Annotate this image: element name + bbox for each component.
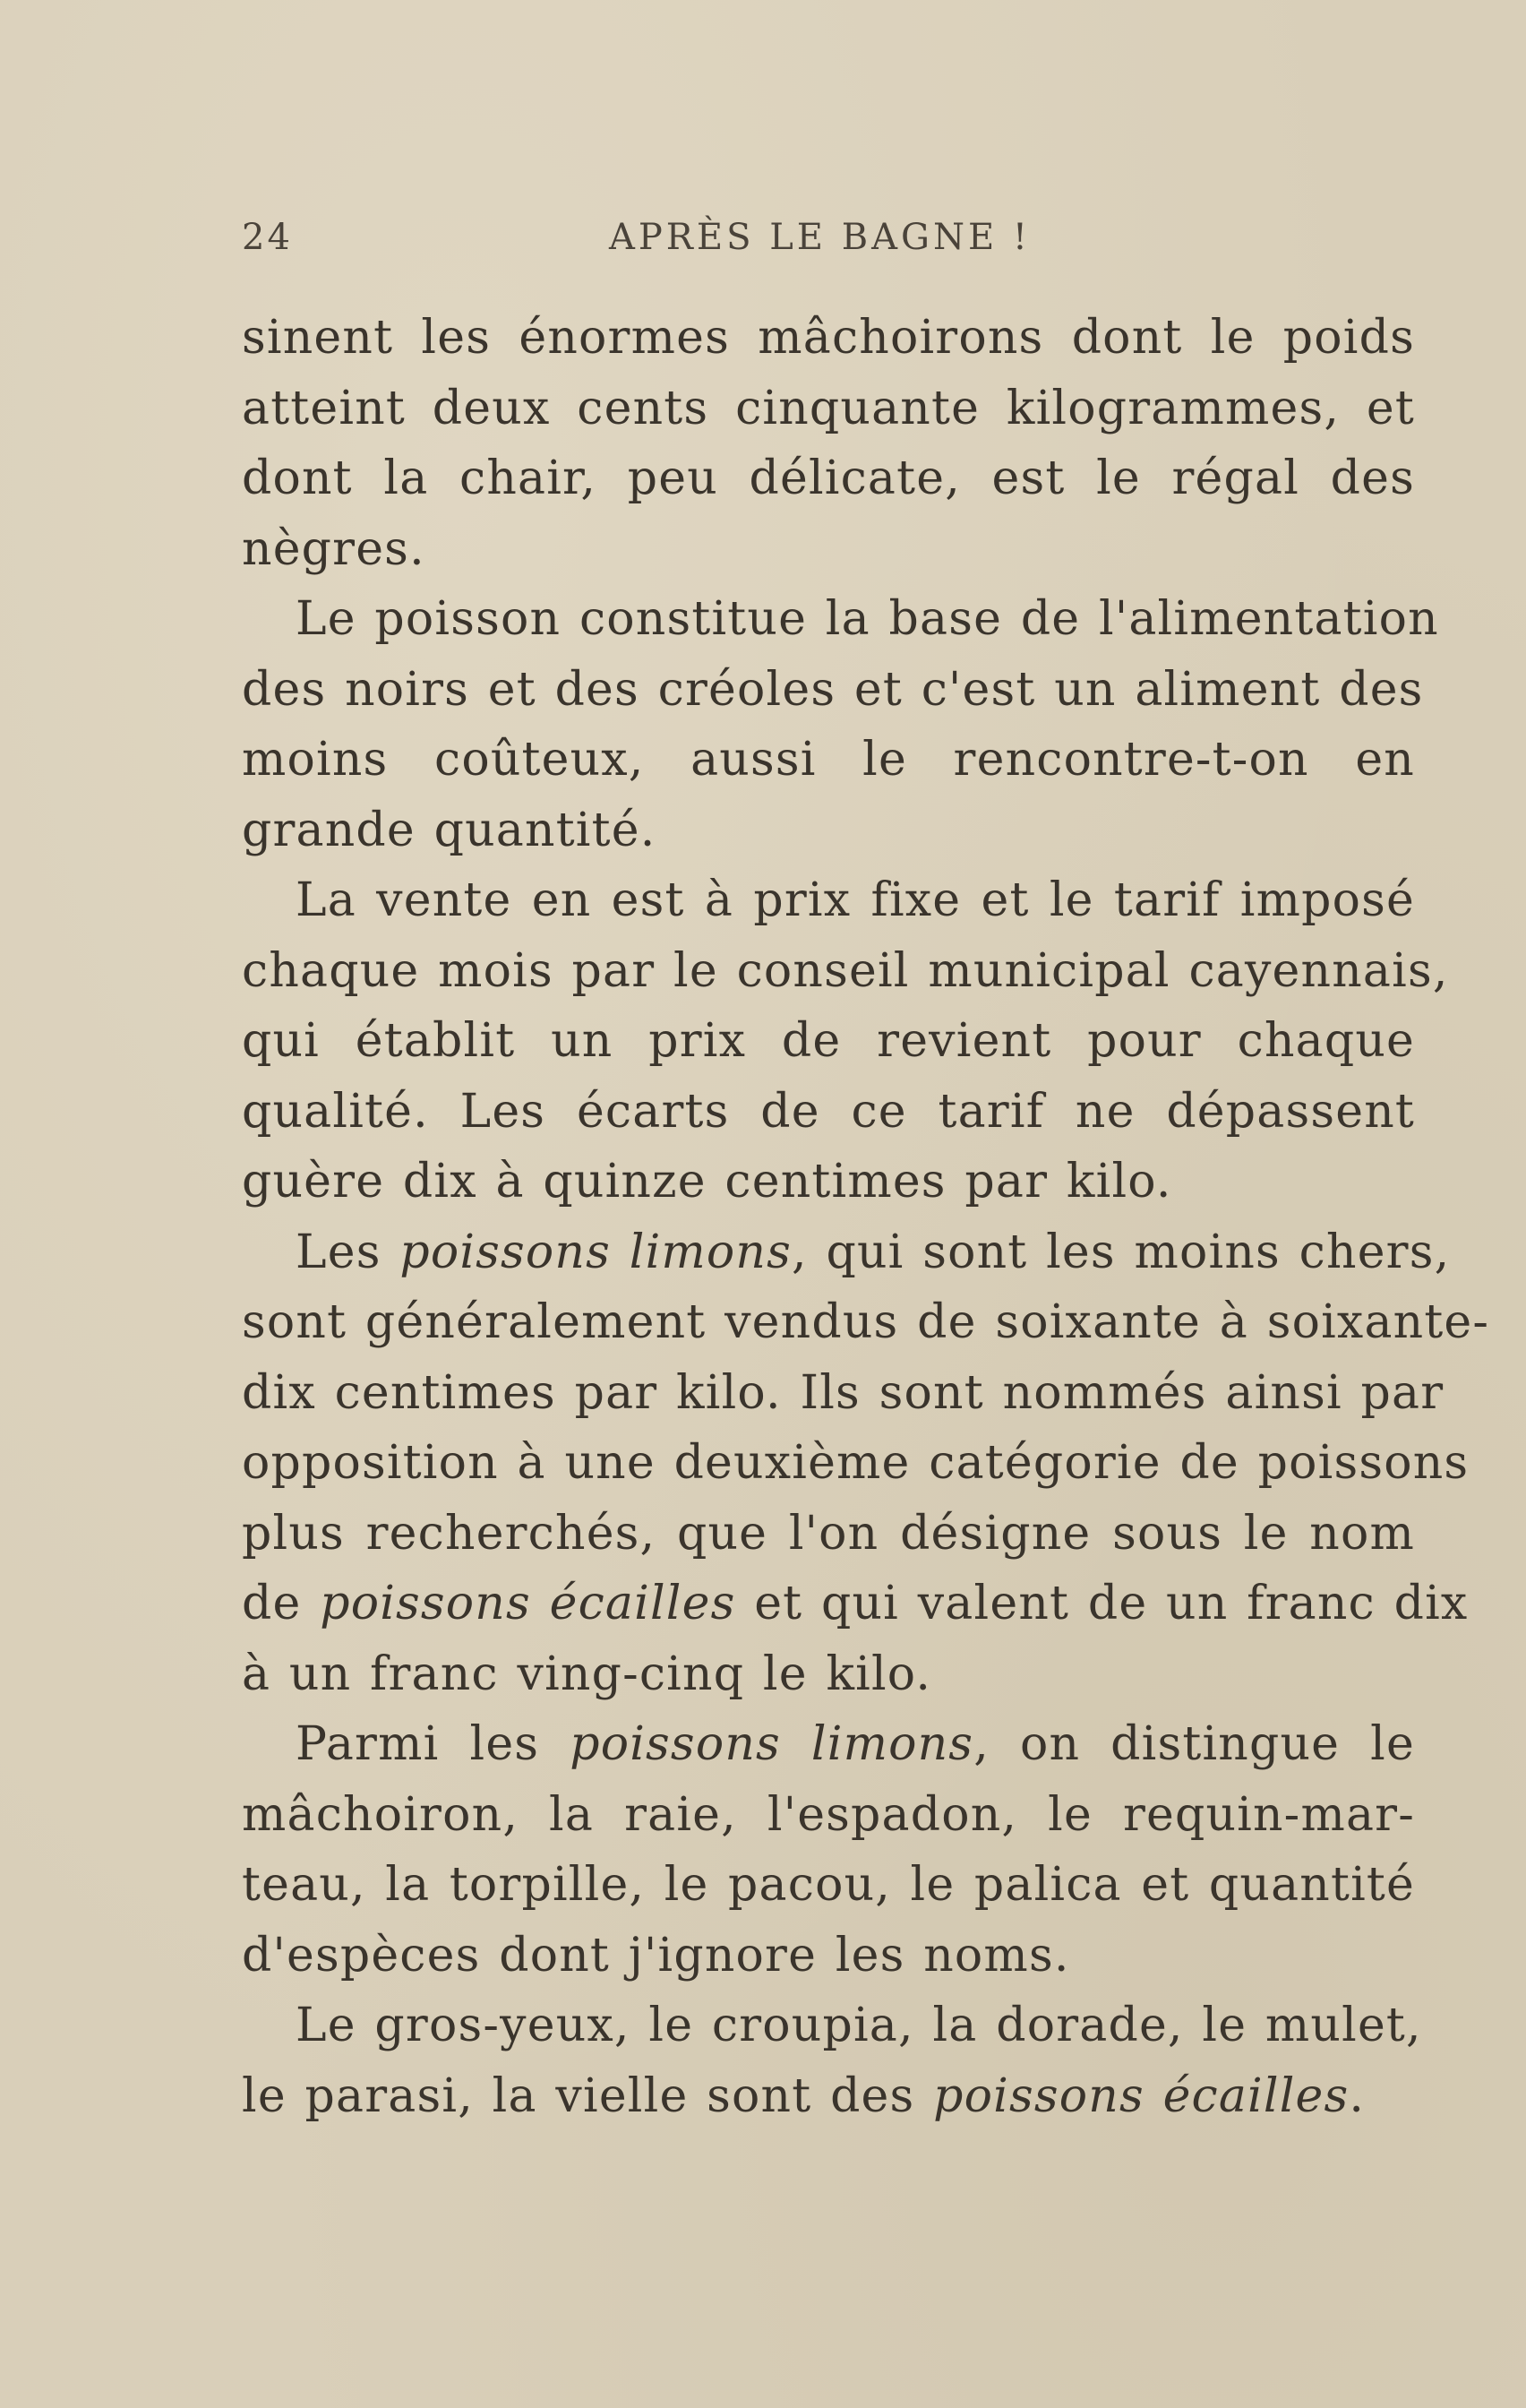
text-line: Le gros-yeux, le croupia, la dorade, le mulet, (296, 1999, 1422, 2052)
text-line: teau, la torpille, le pacou, le palica et quantité (242, 1858, 1415, 1912)
text-line: sont généralement vendus de soixante à soixante- (242, 1295, 1490, 1349)
page-number: 24 (242, 217, 293, 258)
text-line: sinent les énormes mâchoirons dont le poids (242, 311, 1415, 365)
text-line: d'espèces dont j'ignore les noms. (242, 1928, 1070, 1982)
text-run: Parmi les (296, 1717, 570, 1771)
text-line: Le poisson constitue la base de l'alimentation (296, 592, 1439, 646)
text-run: . (1349, 2068, 1366, 2123)
text-run: de (242, 1577, 321, 1630)
italic-term: poissons écailles (933, 2068, 1350, 2123)
text-line (242, 1569, 1469, 1639)
text-line: atteint deux cents cinquante kilogrammes, et (242, 381, 1415, 435)
text-run: et qui valent de un franc dix (735, 1577, 1469, 1630)
text-line: guère dix à quinze centimes par kilo. (242, 1155, 1172, 1208)
text-line: moins coûteux, aussi le rencontre-t-on en (242, 733, 1415, 787)
italic-term: poissons limons (570, 1717, 974, 1771)
text-line: opposition à une deuxième catégorie de poissons (242, 1436, 1470, 1490)
text-line: mâchoiron, la raie, l'espadon, le requin-mar- (242, 1787, 1415, 1842)
running-title: APRÈS LE BAGNE ! (609, 217, 1031, 258)
italic-term: poissons écailles (320, 1577, 736, 1630)
text-run: le parasi, la vielle sont des (242, 2068, 934, 2123)
text-line (242, 2061, 1415, 2132)
text-line: à un franc ving-cinq le kilo. (242, 1647, 932, 1701)
text-line: dix centimes par kilo. Ils sont nommés ainsi par (242, 1365, 1445, 1420)
text-line: grande quantité. (242, 803, 656, 857)
text-line (242, 1217, 1451, 1288)
text-line (242, 1709, 1415, 1780)
text-line: qui établit un prix de revient pour chaque (242, 1014, 1415, 1068)
text-run: Les (296, 1225, 400, 1279)
text-line: dont la chair, peu délicate, est le régal des (242, 452, 1415, 505)
body-text (242, 303, 1490, 2131)
text-line: plus recherchés, que l'on désigne sous le nom (242, 1506, 1415, 1561)
text-line: chaque mois par le conseil municipal cayennais, (242, 943, 1449, 998)
italic-term: poissons limons (399, 1225, 792, 1279)
text-line: La vente en est à prix fixe et le tarif imposé (296, 873, 1415, 927)
text-run: , on distingue le (973, 1717, 1415, 1771)
text-line: des noirs et des créoles et c'est un aliment des (242, 662, 1424, 717)
text-line: nègres. (242, 521, 425, 576)
text-run: , qui sont les moins chers, (792, 1225, 1451, 1279)
text-line: qualité. Les écarts de ce tarif ne dépassent (242, 1084, 1415, 1139)
running-head (242, 217, 1415, 267)
